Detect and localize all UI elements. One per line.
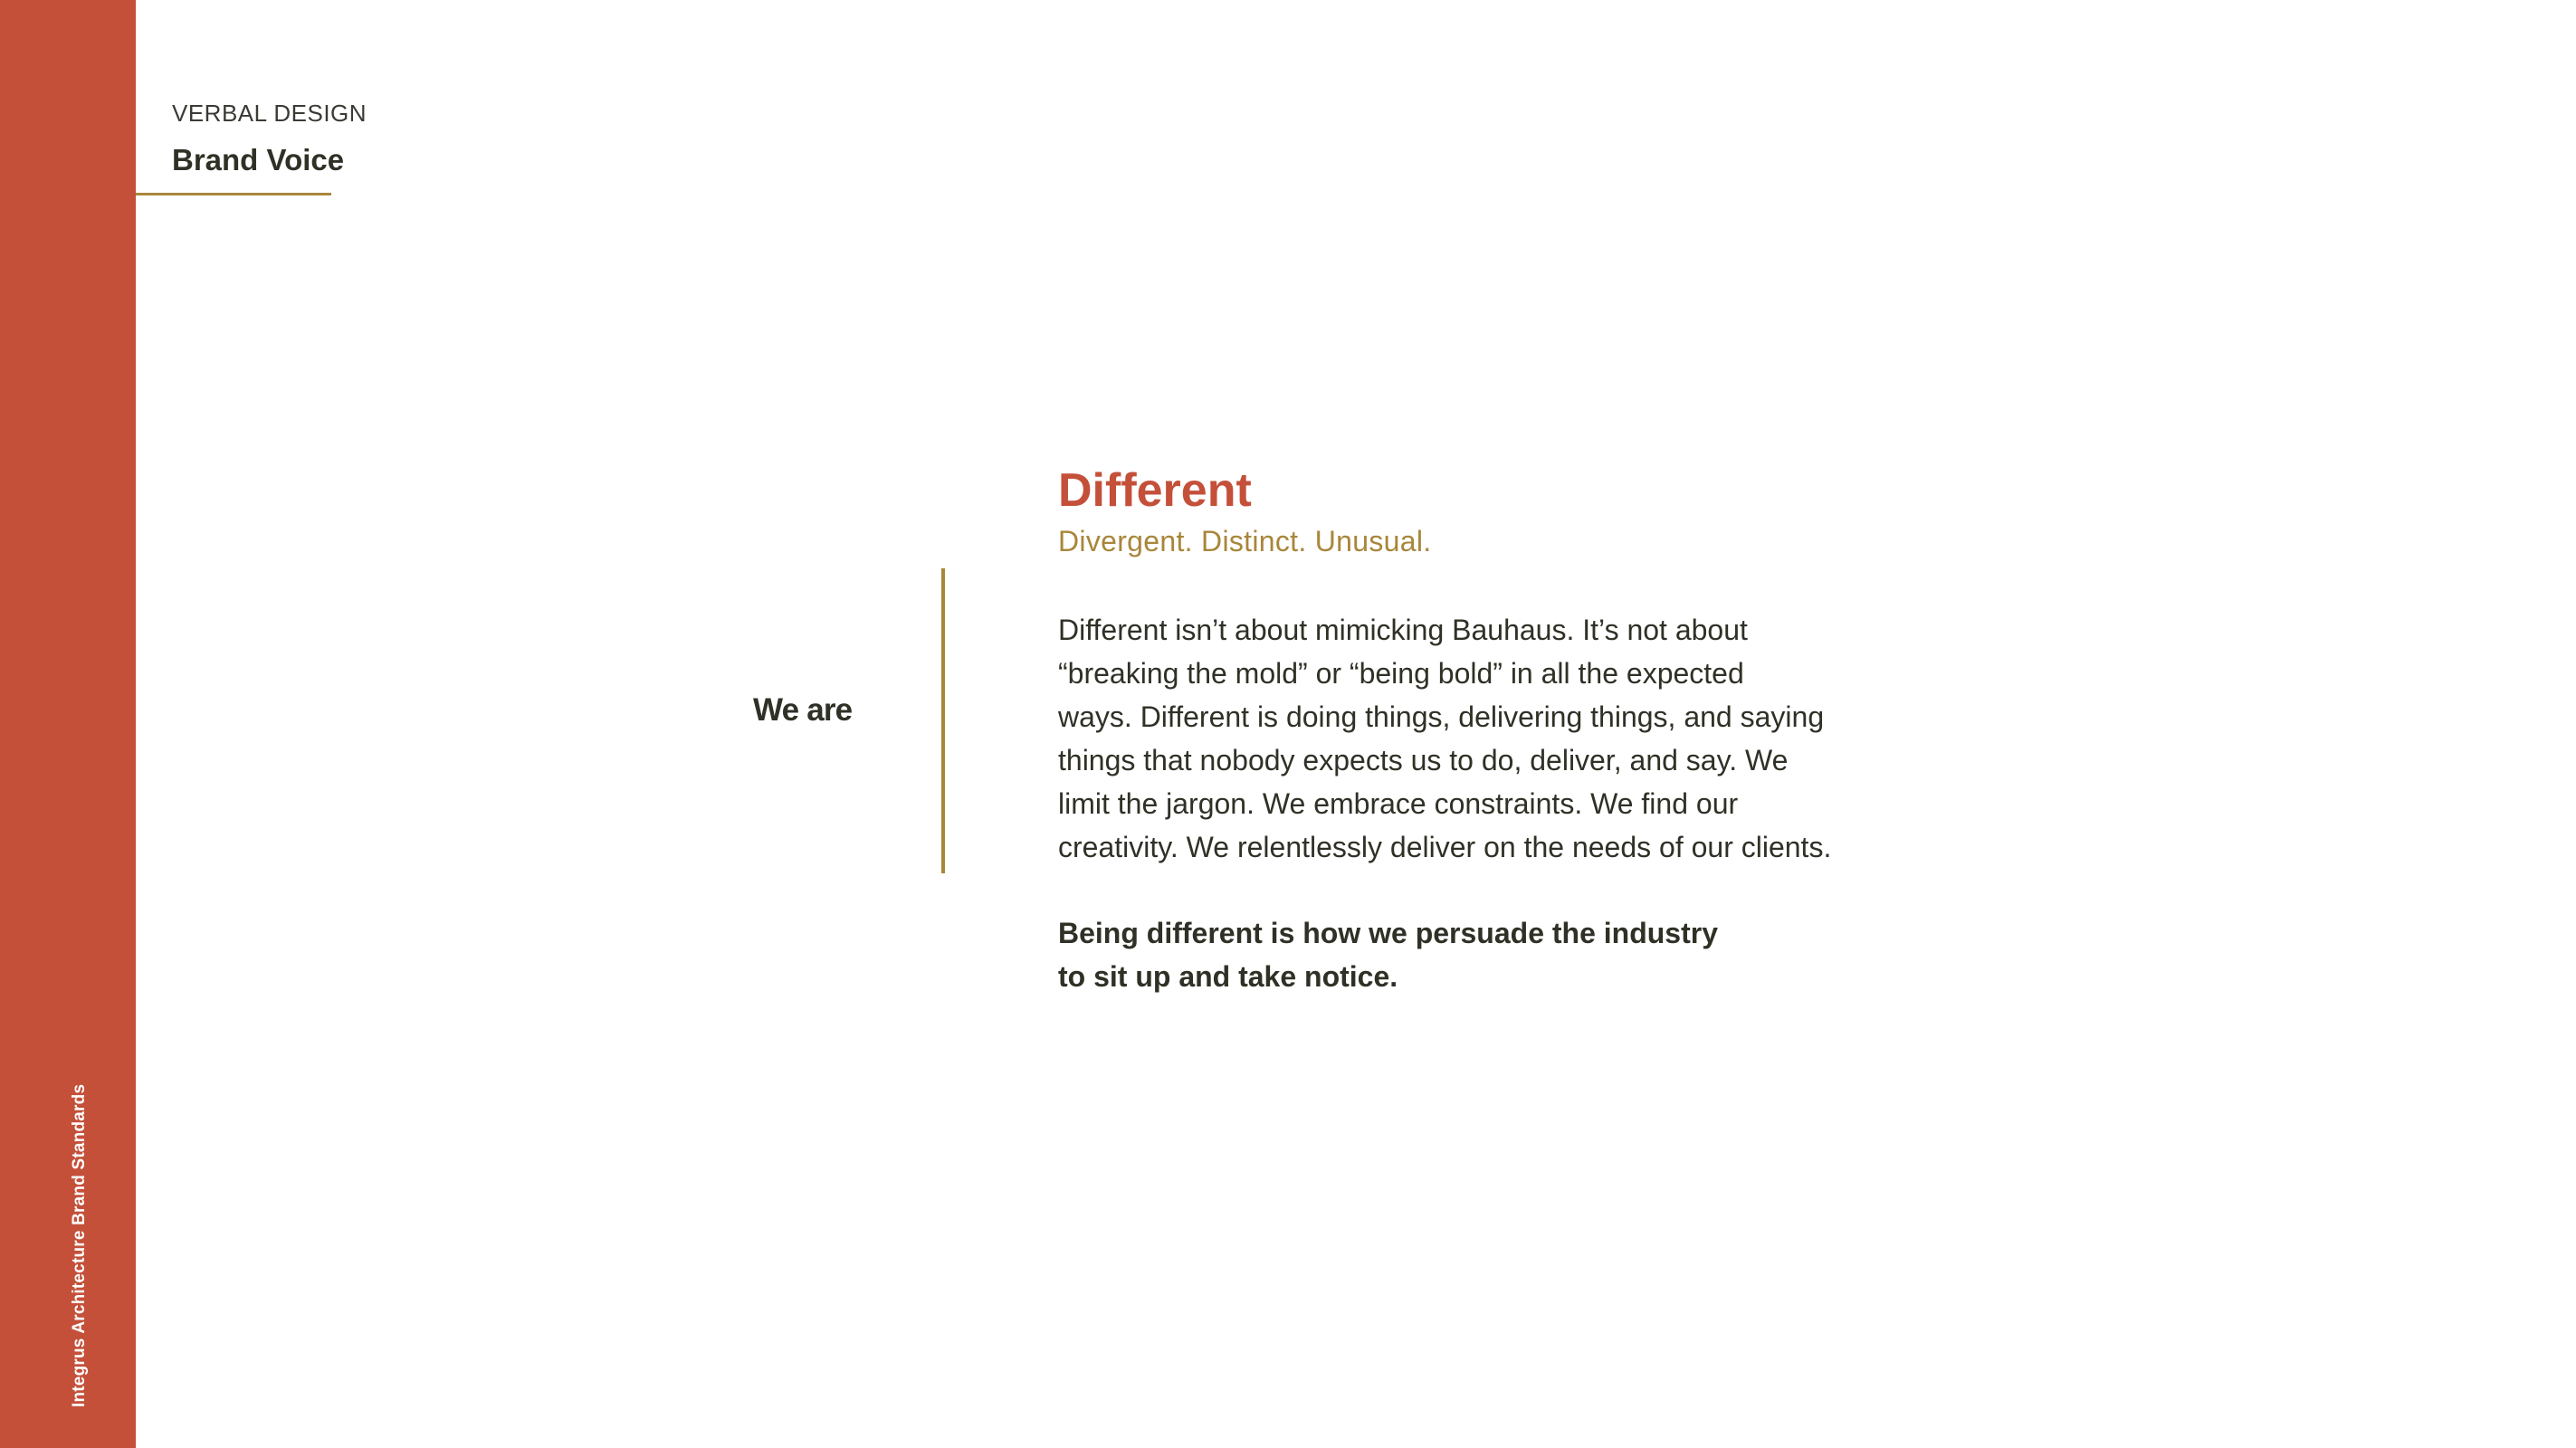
value-heading: Different (1058, 464, 1252, 517)
body-line: Different isn’t about mimicking Bauhaus. It’s not about (1058, 614, 1748, 646)
body-line: “breaking the mold” or “being bold” in all the expected (1058, 657, 1744, 690)
emphasis-line: Being different is how we persuade the industry (1058, 917, 1718, 949)
body-line: ways. Different is doing things, delivering things, and saying (1058, 700, 1825, 733)
title-underline (136, 193, 331, 195)
emphasis-paragraph (1058, 911, 1800, 998)
document-footer-label: Integrus Architecture Brand Standards (70, 1083, 89, 1407)
section-label: VERBAL DESIGN (172, 100, 367, 127)
page-title: Brand Voice (172, 143, 345, 176)
vertical-divider (941, 568, 945, 873)
body-paragraph (1058, 608, 1909, 869)
body-line: creativity. We relentlessly deliver on the needs of our clients. (1058, 831, 1832, 863)
value-subheading: Divergent. Distinct. Unusual. (1058, 525, 1432, 557)
body-line: things that nobody expects us to do, deliver, and say. We (1058, 744, 1789, 776)
side-color-bar (0, 0, 136, 1448)
body-line: limit the jargon. We embrace constraints. We find our (1058, 787, 1739, 820)
emphasis-line: to sit up and take notice. (1058, 960, 1398, 993)
lead-label: We are (753, 692, 853, 728)
